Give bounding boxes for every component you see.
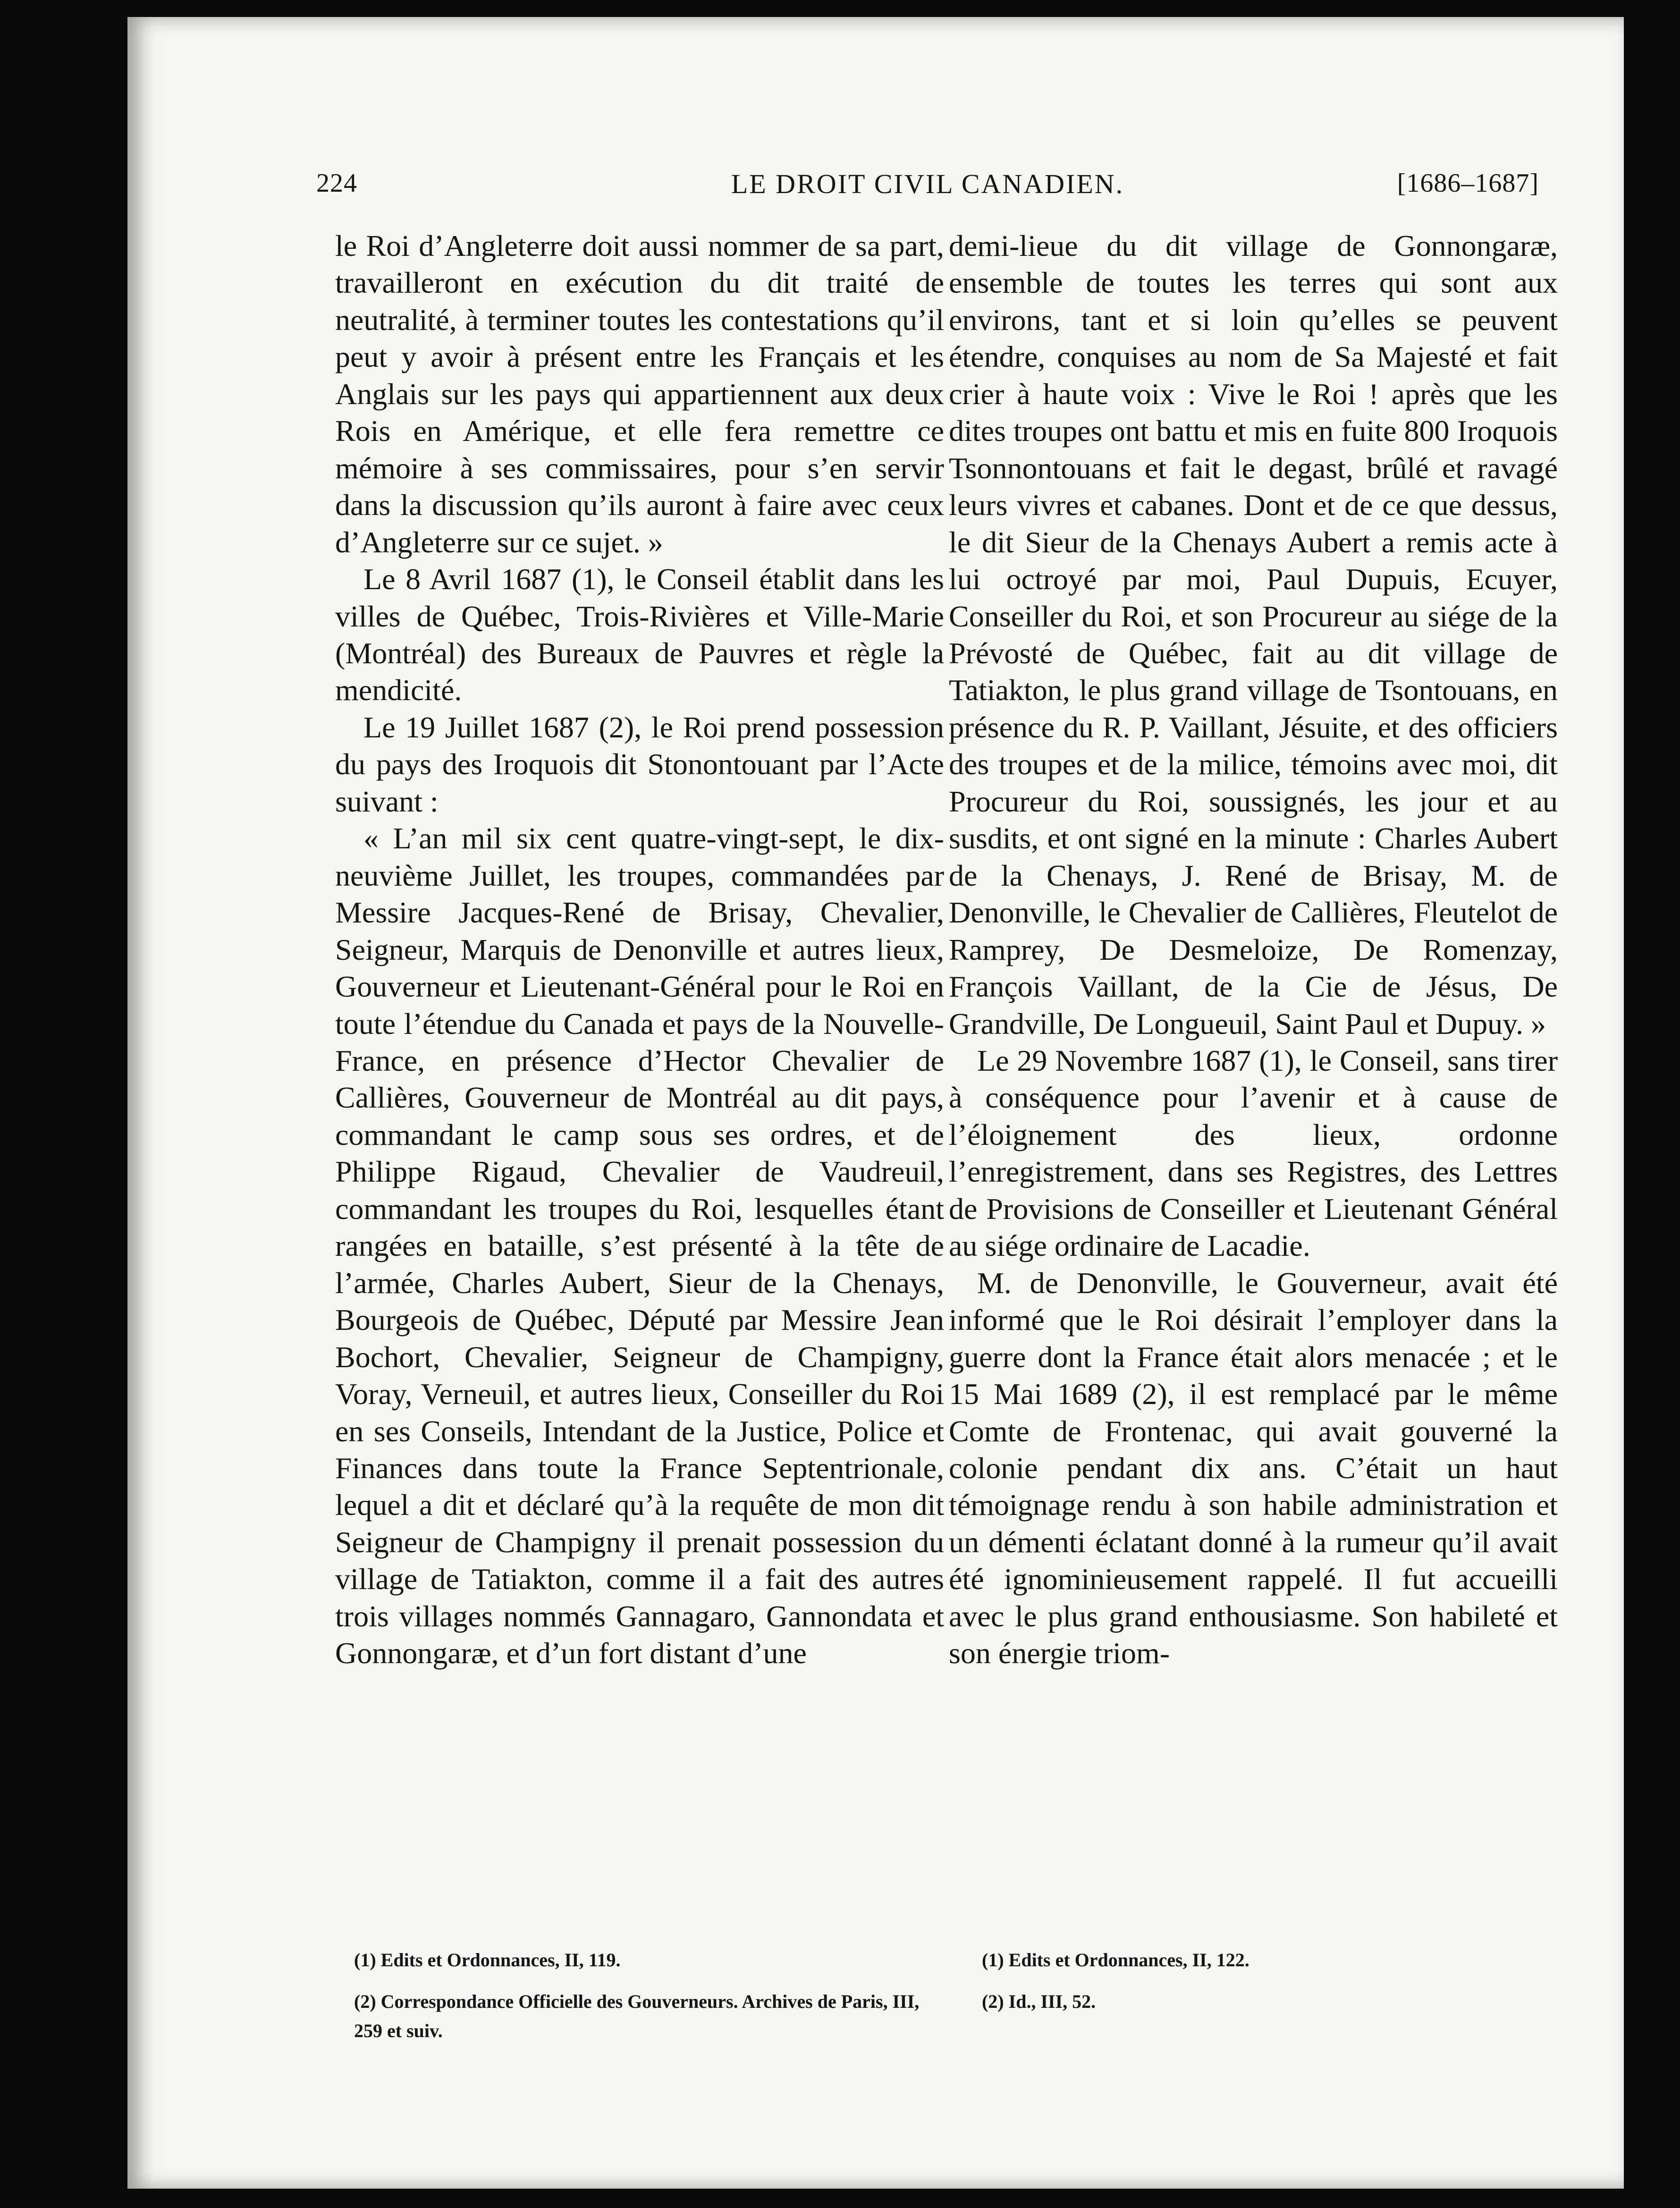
footnote-number: (2)	[982, 1991, 1004, 2012]
paragraph: Le 29 Novembre 1687 (1), le Conseil, sans tirer à conséquence pour l’avenir et à cause de l’éloignement des lieux, ordonne l’enregistrement, dans ses Registres, des Lettres de Provisions de Conseiller et Lieutenant Général au siége ordinaire de Lacadie.	[949, 1043, 1558, 1263]
paragraph: Le 19 Juillet 1687 (2), le Roi prend possession du pays des Iroquois dit Stonontouant par l’Acte suivant :	[335, 710, 944, 818]
footnote-text: Id., III, 52.	[1008, 1991, 1096, 2012]
footnote	[982, 1946, 1548, 1975]
footnotes-right	[982, 1946, 1548, 2029]
footnote-number: (1)	[982, 1949, 1004, 1971]
footnote-text: Edits et Ordonnances, II, 122.	[1008, 1949, 1249, 1971]
right-column	[949, 228, 1558, 1672]
date-range: [1686–1687]	[1397, 169, 1539, 198]
footnote	[354, 1987, 920, 2046]
footnotes-left	[354, 1946, 920, 2058]
footnote	[354, 1946, 920, 1975]
paragraph: M. de Denonville, le Gouverneur, avait été informé que le Roi désirait l’employer dans la guerre dont la France était alors menacée ; et le 15 Mai 1689 (2), il est remplacé par le même Comte de Frontenac, qui avait gouverné la colonie pendant dix ans. C’était un haut témoignage rendu à son habile administration et un démenti éclatant donné à la rumeur qu’il avait été ignominieusement rappelé. Il fut accueilli avec le plus grand enthousiasme. Son habileté et son énergie triom-	[949, 1266, 1558, 1670]
page-number: 224	[316, 169, 357, 198]
running-head	[316, 168, 1539, 215]
paragraph: « L’an mil six cent quatre-vingt-sept, le dix-neuvième Juillet, les troupes, commandées par Messire Jacques-René de Brisay, Chevalier, Seigneur, Marquis de Denonville et autres lieux, Gouverneur et Lieutenant-Général pour le Roi en toute l’étendue du Canada et pays de la Nouvelle-France, en présence d’Hector Chevalier de Callières, Gouverneur de Montréal au dit pays, commandant le camp sous ses ordres, et de Philippe Rigaud, Chevalier de Vaudreuil, commandant les troupes du Roi, lesquelles étant rangées en bataille, s’est présenté à la tête de l’armée, Charles Aubert, Sieur de la Chenays, Bourgeois de Québec, Député par Messire Jean Bochort, Chevalier, Seigneur de Champigny, Voray, Verneuil, et autres lieux, Conseiller du Roi en ses Conseils, Intendant de la Justice, Police et Finances dans toute la France Septentrionale, lequel a dit et déclaré qu’à la requête de mon dit Seigneur de Champigny il prenait possession du village de Tatiakton, comme il a fait des autres trois villages nommés Gannagaro, Gannondata et Gonnongaræ, et d’un fort distant d’une	[335, 821, 944, 1670]
paragraph: Le 8 Avril 1687 (1), le Conseil établit dans les villes de Québec, Trois-Rivières et Ville-Marie (Montréal) des Bureaux de Pauvres et règle la mendicité.	[335, 562, 944, 707]
book-page	[127, 17, 1624, 2189]
footnote-number: (2)	[354, 1991, 376, 2012]
footnote-number: (1)	[354, 1949, 376, 1971]
left-column	[335, 228, 944, 1672]
footnote	[982, 1987, 1548, 2016]
paragraph: le Roi d’Angleterre doit aussi nommer de sa part, travailleront en exécution du dit traité de neutralité, à terminer toutes les contestations qu’il peut y avoir à présent entre les Français et les Anglais sur les pays qui appartiennent aux deux Rois en Amérique, et elle fera remettre ce mémoire à ses commissaires, pour s’en servir dans la discussion qu’ils auront à faire avec ceux d’Angleterre sur ce sujet. »	[335, 229, 944, 559]
footnote-text: Correspondance Officielle des Gouverneurs. Archives de Paris, III, 259 et suiv.	[354, 1991, 920, 2041]
page-title: LE DROIT CIVIL CANADIEN.	[731, 169, 1124, 199]
footnote-text: Edits et Ordonnances, II, 119.	[380, 1949, 621, 1971]
paragraph: demi-lieue du dit village de Gonnongaræ, ensemble de toutes les terres qui sont aux environs, tant et si loin qu’elles se peuvent étendre, conquises au nom de Sa Majesté et fait crier à haute voix : Vive le Roi ! après que les dites troupes ont battu et mis en fuite 800 Iroquois Tsonnontouans et fait le degast, brûlé et ravagé leurs vivres et cabanes. Dont et de ce que dessus, le dit Sieur de la Chenays Aubert a remis acte à lui octroyé par moi, Paul Dupuis, Ecuyer, Conseiller du Roi, et son Procureur au siége de la Prévosté de Québec, fait au dit village de Tatiakton, le plus grand village de Tsontouans, en présence du R. P. Vaillant, Jésuite, et des officiers des troupes et de la milice, témoins avec moi, dit Procureur du Roi, soussignés, les jour et au susdits, et ont signé en la minute : Charles Aubert de la Chenays, J. René de Brisay, M. de Denonville, le Chevalier de Callières, Fleutelot de Ramprey, De Desmeloize, De Romenzay, François Vaillant, de la Cie de Jésus, De Grandville, De Longueuil, Saint Paul et Dupuy. »	[949, 229, 1558, 1041]
